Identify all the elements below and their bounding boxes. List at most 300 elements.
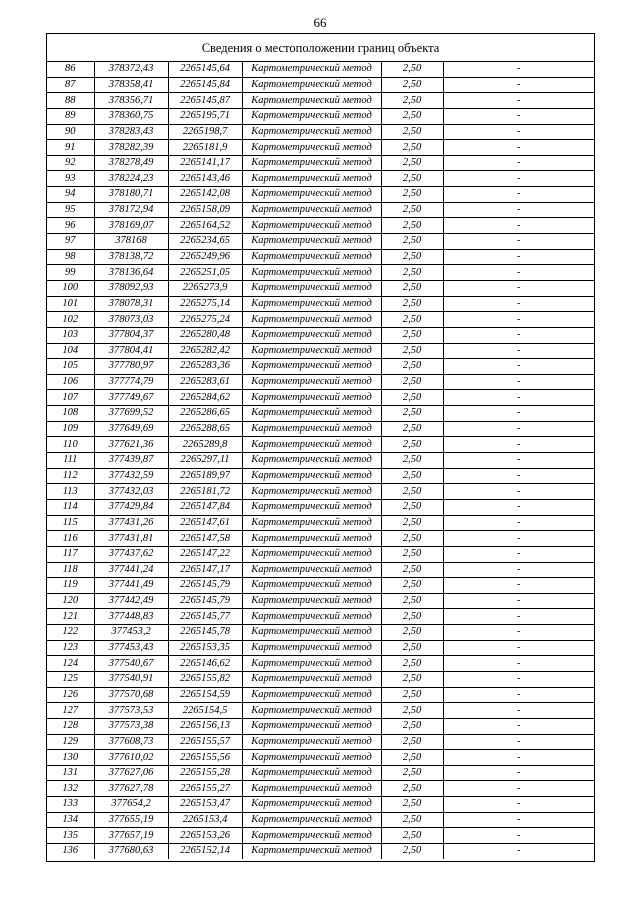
table-row [47,484,594,500]
point-number-cell: 108 [47,406,94,422]
table-row [47,218,594,234]
method-cell: Картометрический метод [242,280,381,296]
description-cell: - [443,374,594,390]
method-cell: Картометрический метод [242,421,381,437]
x-coordinate-cell: 377804,37 [94,327,168,343]
y-coordinate-cell: 2265181,9 [168,140,242,156]
point-number-cell: 111 [47,453,94,469]
table-row [47,312,594,328]
point-number-cell: 133 [47,797,94,813]
x-coordinate-cell: 377804,41 [94,343,168,359]
point-number-cell: 128 [47,718,94,734]
method-cell: Картометрический метод [242,515,381,531]
accuracy-cell: 2,50 [381,828,443,844]
method-cell: Картометрический метод [242,374,381,390]
y-coordinate-cell: 2265297,11 [168,453,242,469]
table-row [47,343,594,359]
y-coordinate-cell: 2265275,24 [168,312,242,328]
method-cell: Картометрический метод [242,265,381,281]
description-cell: - [443,234,594,250]
x-coordinate-cell: 377429,84 [94,499,168,515]
table-row [47,296,594,312]
method-cell: Картометрический метод [242,155,381,171]
point-number-cell: 96 [47,218,94,234]
x-coordinate-cell: 378092,93 [94,280,168,296]
x-coordinate-cell: 378224,23 [94,171,168,187]
description-cell: - [443,155,594,171]
accuracy-cell: 2,50 [381,468,443,484]
method-cell: Картометрический метод [242,734,381,750]
point-number-cell: 98 [47,249,94,265]
accuracy-cell: 2,50 [381,108,443,124]
method-cell: Картометрический метод [242,249,381,265]
description-cell: - [443,312,594,328]
table-row [47,781,594,797]
description-cell: - [443,62,594,77]
description-cell: - [443,77,594,93]
y-coordinate-cell: 2265156,13 [168,718,242,734]
table-row [47,562,594,578]
description-cell: - [443,265,594,281]
description-cell: - [443,640,594,656]
description-cell: - [443,296,594,312]
y-coordinate-cell: 2265153,47 [168,797,242,813]
point-number-cell: 90 [47,124,94,140]
method-cell: Картометрический метод [242,812,381,828]
point-number-cell: 94 [47,187,94,203]
description-cell: - [443,108,594,124]
description-cell: - [443,421,594,437]
point-number-cell: 132 [47,781,94,797]
y-coordinate-cell: 2265154,5 [168,703,242,719]
y-coordinate-cell: 2265141,17 [168,155,242,171]
x-coordinate-cell: 378180,71 [94,187,168,203]
table-row [47,62,594,77]
x-coordinate-cell: 377453,2 [94,625,168,641]
method-cell: Картометрический метод [242,406,381,422]
accuracy-cell: 2,50 [381,93,443,109]
point-number-cell: 136 [47,844,94,859]
point-number-cell: 124 [47,656,94,672]
y-coordinate-cell: 2265155,27 [168,781,242,797]
accuracy-cell: 2,50 [381,124,443,140]
y-coordinate-cell: 2265155,28 [168,765,242,781]
accuracy-cell: 2,50 [381,734,443,750]
table-row [47,374,594,390]
y-coordinate-cell: 2265234,65 [168,234,242,250]
y-coordinate-cell: 2265146,62 [168,656,242,672]
description-cell: - [443,171,594,187]
table-row [47,202,594,218]
point-number-cell: 107 [47,390,94,406]
method-cell: Картометрический метод [242,781,381,797]
description-cell: - [443,812,594,828]
y-coordinate-cell: 2265153,4 [168,812,242,828]
description-cell: - [443,406,594,422]
table-row [47,421,594,437]
accuracy-cell: 2,50 [381,499,443,515]
x-coordinate-cell: 378372,43 [94,62,168,77]
x-coordinate-cell: 377657,19 [94,828,168,844]
description-cell: - [443,390,594,406]
y-coordinate-cell: 2265147,22 [168,546,242,562]
table-row [47,468,594,484]
table-row [47,828,594,844]
description-cell: - [443,359,594,375]
table-row [47,734,594,750]
method-cell: Картометрический метод [242,202,381,218]
y-coordinate-cell: 2265189,97 [168,468,242,484]
description-cell: - [443,202,594,218]
point-number-cell: 89 [47,108,94,124]
table-row [47,155,594,171]
accuracy-cell: 2,50 [381,155,443,171]
point-number-cell: 126 [47,687,94,703]
x-coordinate-cell: 378168 [94,234,168,250]
table-row [47,812,594,828]
point-number-cell: 99 [47,265,94,281]
table-row [47,531,594,547]
y-coordinate-cell: 2265164,52 [168,218,242,234]
y-coordinate-cell: 2265283,61 [168,374,242,390]
x-coordinate-cell: 377780,97 [94,359,168,375]
accuracy-cell: 2,50 [381,625,443,641]
point-number-cell: 127 [47,703,94,719]
description-cell: - [443,93,594,109]
y-coordinate-cell: 2265147,17 [168,562,242,578]
description-cell: - [443,515,594,531]
accuracy-cell: 2,50 [381,374,443,390]
method-cell: Картометрический метод [242,625,381,641]
accuracy-cell: 2,50 [381,640,443,656]
x-coordinate-cell: 378138,72 [94,249,168,265]
description-cell: - [443,797,594,813]
table-row [47,625,594,641]
table-row [47,124,594,140]
description-cell: - [443,187,594,203]
x-coordinate-cell: 377749,67 [94,390,168,406]
point-number-cell: 121 [47,609,94,625]
x-coordinate-cell: 377431,81 [94,531,168,547]
accuracy-cell: 2,50 [381,718,443,734]
accuracy-cell: 2,50 [381,187,443,203]
description-cell: - [443,844,594,859]
y-coordinate-cell: 2265280,48 [168,327,242,343]
accuracy-cell: 2,50 [381,327,443,343]
y-coordinate-cell: 2265154,59 [168,687,242,703]
method-cell: Картометрический метод [242,499,381,515]
description-cell: - [443,750,594,766]
point-number-cell: 106 [47,374,94,390]
point-number-cell: 122 [47,625,94,641]
accuracy-cell: 2,50 [381,140,443,156]
accuracy-cell: 2,50 [381,671,443,687]
description-cell: - [443,531,594,547]
table-row [47,234,594,250]
table-row [47,765,594,781]
table-row [47,249,594,265]
accuracy-cell: 2,50 [381,390,443,406]
point-number-cell: 104 [47,343,94,359]
description-cell: - [443,593,594,609]
method-cell: Картометрический метод [242,703,381,719]
accuracy-cell: 2,50 [381,781,443,797]
point-number-cell: 119 [47,578,94,594]
point-number-cell: 97 [47,234,94,250]
method-cell: Картометрический метод [242,437,381,453]
table-row [47,280,594,296]
table-row [47,718,594,734]
description-cell: - [443,703,594,719]
accuracy-cell: 2,50 [381,359,443,375]
y-coordinate-cell: 2265147,58 [168,531,242,547]
x-coordinate-cell: 378360,75 [94,108,168,124]
x-coordinate-cell: 378356,71 [94,93,168,109]
method-cell: Картометрический метод [242,312,381,328]
y-coordinate-cell: 2265195,71 [168,108,242,124]
description-cell: - [443,609,594,625]
accuracy-cell: 2,50 [381,312,443,328]
table-row [47,406,594,422]
y-coordinate-cell: 2265251,05 [168,265,242,281]
method-cell: Картометрический метод [242,234,381,250]
point-number-cell: 95 [47,202,94,218]
accuracy-cell: 2,50 [381,687,443,703]
y-coordinate-cell: 2265286,65 [168,406,242,422]
method-cell: Картометрический метод [242,578,381,594]
y-coordinate-cell: 2265155,56 [168,750,242,766]
description-cell: - [443,546,594,562]
x-coordinate-cell: 377540,67 [94,656,168,672]
accuracy-cell: 2,50 [381,421,443,437]
method-cell: Картометрический метод [242,124,381,140]
table-row [47,687,594,703]
page-number: 66 [313,15,327,30]
x-coordinate-cell: 377439,87 [94,453,168,469]
x-coordinate-cell: 378169,07 [94,218,168,234]
accuracy-cell: 2,50 [381,609,443,625]
accuracy-cell: 2,50 [381,546,443,562]
table-row [47,327,594,343]
y-coordinate-cell: 2265282,42 [168,343,242,359]
coordinates-table [47,62,594,859]
description-cell: - [443,656,594,672]
point-number-cell: 131 [47,765,94,781]
accuracy-cell: 2,50 [381,844,443,859]
accuracy-cell: 2,50 [381,812,443,828]
table-row [47,93,594,109]
method-cell: Картометрический метод [242,468,381,484]
y-coordinate-cell: 2265288,65 [168,421,242,437]
x-coordinate-cell: 377573,38 [94,718,168,734]
method-cell: Картометрический метод [242,187,381,203]
accuracy-cell: 2,50 [381,515,443,531]
table-row [47,546,594,562]
method-cell: Картометрический метод [242,62,381,77]
point-number-cell: 101 [47,296,94,312]
table-row [47,390,594,406]
table-row [47,108,594,124]
section-heading: Сведения о местоположении границ объекта [47,34,594,62]
description-cell: - [443,437,594,453]
description-cell: - [443,218,594,234]
method-cell: Картометрический метод [242,218,381,234]
description-cell: - [443,343,594,359]
method-cell: Картометрический метод [242,171,381,187]
y-coordinate-cell: 2265147,61 [168,515,242,531]
y-coordinate-cell: 2265158,09 [168,202,242,218]
description-cell: - [443,468,594,484]
accuracy-cell: 2,50 [381,797,443,813]
method-cell: Картометрический метод [242,296,381,312]
point-number-cell: 114 [47,499,94,515]
method-cell: Картометрический метод [242,593,381,609]
method-cell: Картометрический метод [242,828,381,844]
x-coordinate-cell: 377654,2 [94,797,168,813]
method-cell: Картометрический метод [242,484,381,500]
point-number-cell: 115 [47,515,94,531]
point-number-cell: 117 [47,546,94,562]
x-coordinate-cell: 377453,43 [94,640,168,656]
method-cell: Картометрический метод [242,359,381,375]
x-coordinate-cell: 377680,63 [94,844,168,859]
x-coordinate-cell: 377649,69 [94,421,168,437]
point-number-cell: 92 [47,155,94,171]
y-coordinate-cell: 2265283,36 [168,359,242,375]
description-cell: - [443,828,594,844]
table-row [47,609,594,625]
point-number-cell: 93 [47,171,94,187]
point-number-cell: 123 [47,640,94,656]
point-number-cell: 112 [47,468,94,484]
point-number-cell: 102 [47,312,94,328]
table-row [47,671,594,687]
accuracy-cell: 2,50 [381,280,443,296]
description-cell: - [443,453,594,469]
y-coordinate-cell: 2265155,57 [168,734,242,750]
x-coordinate-cell: 378073,03 [94,312,168,328]
table-row [47,499,594,515]
table-row [47,265,594,281]
point-number-cell: 129 [47,734,94,750]
point-number-cell: 88 [47,93,94,109]
accuracy-cell: 2,50 [381,296,443,312]
description-cell: - [443,327,594,343]
method-cell: Картометрический метод [242,656,381,672]
x-coordinate-cell: 378078,31 [94,296,168,312]
y-coordinate-cell: 2265155,82 [168,671,242,687]
point-number-cell: 113 [47,484,94,500]
accuracy-cell: 2,50 [381,765,443,781]
x-coordinate-cell: 378278,49 [94,155,168,171]
x-coordinate-cell: 377610,02 [94,750,168,766]
x-coordinate-cell: 378283,43 [94,124,168,140]
method-cell: Картометрический метод [242,327,381,343]
y-coordinate-cell: 2265152,14 [168,844,242,859]
x-coordinate-cell: 377448,83 [94,609,168,625]
description-cell: - [443,734,594,750]
method-cell: Картометрический метод [242,562,381,578]
x-coordinate-cell: 377442,49 [94,593,168,609]
point-number-cell: 125 [47,671,94,687]
description-cell: - [443,625,594,641]
accuracy-cell: 2,50 [381,62,443,77]
table-row [47,187,594,203]
accuracy-cell: 2,50 [381,77,443,93]
y-coordinate-cell: 2265153,35 [168,640,242,656]
description-cell: - [443,280,594,296]
description-cell: - [443,781,594,797]
y-coordinate-cell: 2265145,77 [168,609,242,625]
description-cell: - [443,687,594,703]
accuracy-cell: 2,50 [381,531,443,547]
y-coordinate-cell: 2265145,87 [168,93,242,109]
x-coordinate-cell: 377608,73 [94,734,168,750]
y-coordinate-cell: 2265153,26 [168,828,242,844]
accuracy-cell: 2,50 [381,484,443,500]
description-cell: - [443,249,594,265]
coordinates-frame [46,33,595,862]
y-coordinate-cell: 2265284,62 [168,390,242,406]
y-coordinate-cell: 2265198,7 [168,124,242,140]
y-coordinate-cell: 2265181,72 [168,484,242,500]
table-row [47,844,594,859]
y-coordinate-cell: 2265145,84 [168,77,242,93]
point-number-cell: 135 [47,828,94,844]
table-row [47,578,594,594]
point-number-cell: 110 [47,437,94,453]
table-row [47,140,594,156]
x-coordinate-cell: 377655,19 [94,812,168,828]
point-number-cell: 130 [47,750,94,766]
accuracy-cell: 2,50 [381,171,443,187]
table-row [47,703,594,719]
coordinates-table-body [47,62,594,859]
table-row [47,359,594,375]
method-cell: Картометрический метод [242,140,381,156]
accuracy-cell: 2,50 [381,343,443,359]
x-coordinate-cell: 377621,36 [94,437,168,453]
description-cell: - [443,765,594,781]
point-number-cell: 87 [47,77,94,93]
x-coordinate-cell: 378136,64 [94,265,168,281]
x-coordinate-cell: 378358,41 [94,77,168,93]
method-cell: Картометрический метод [242,797,381,813]
point-number-cell: 100 [47,280,94,296]
y-coordinate-cell: 2265145,78 [168,625,242,641]
method-cell: Картометрический метод [242,93,381,109]
method-cell: Картометрический метод [242,640,381,656]
table-row [47,453,594,469]
x-coordinate-cell: 377432,03 [94,484,168,500]
y-coordinate-cell: 2265145,79 [168,578,242,594]
description-cell: - [443,140,594,156]
table-row [47,656,594,672]
method-cell: Картометрический метод [242,108,381,124]
table-row [47,750,594,766]
table-row [47,171,594,187]
description-cell: - [443,124,594,140]
accuracy-cell: 2,50 [381,578,443,594]
x-coordinate-cell: 378172,94 [94,202,168,218]
description-cell: - [443,562,594,578]
accuracy-cell: 2,50 [381,562,443,578]
point-number-cell: 109 [47,421,94,437]
description-cell: - [443,718,594,734]
accuracy-cell: 2,50 [381,406,443,422]
accuracy-cell: 2,50 [381,265,443,281]
description-cell: - [443,671,594,687]
